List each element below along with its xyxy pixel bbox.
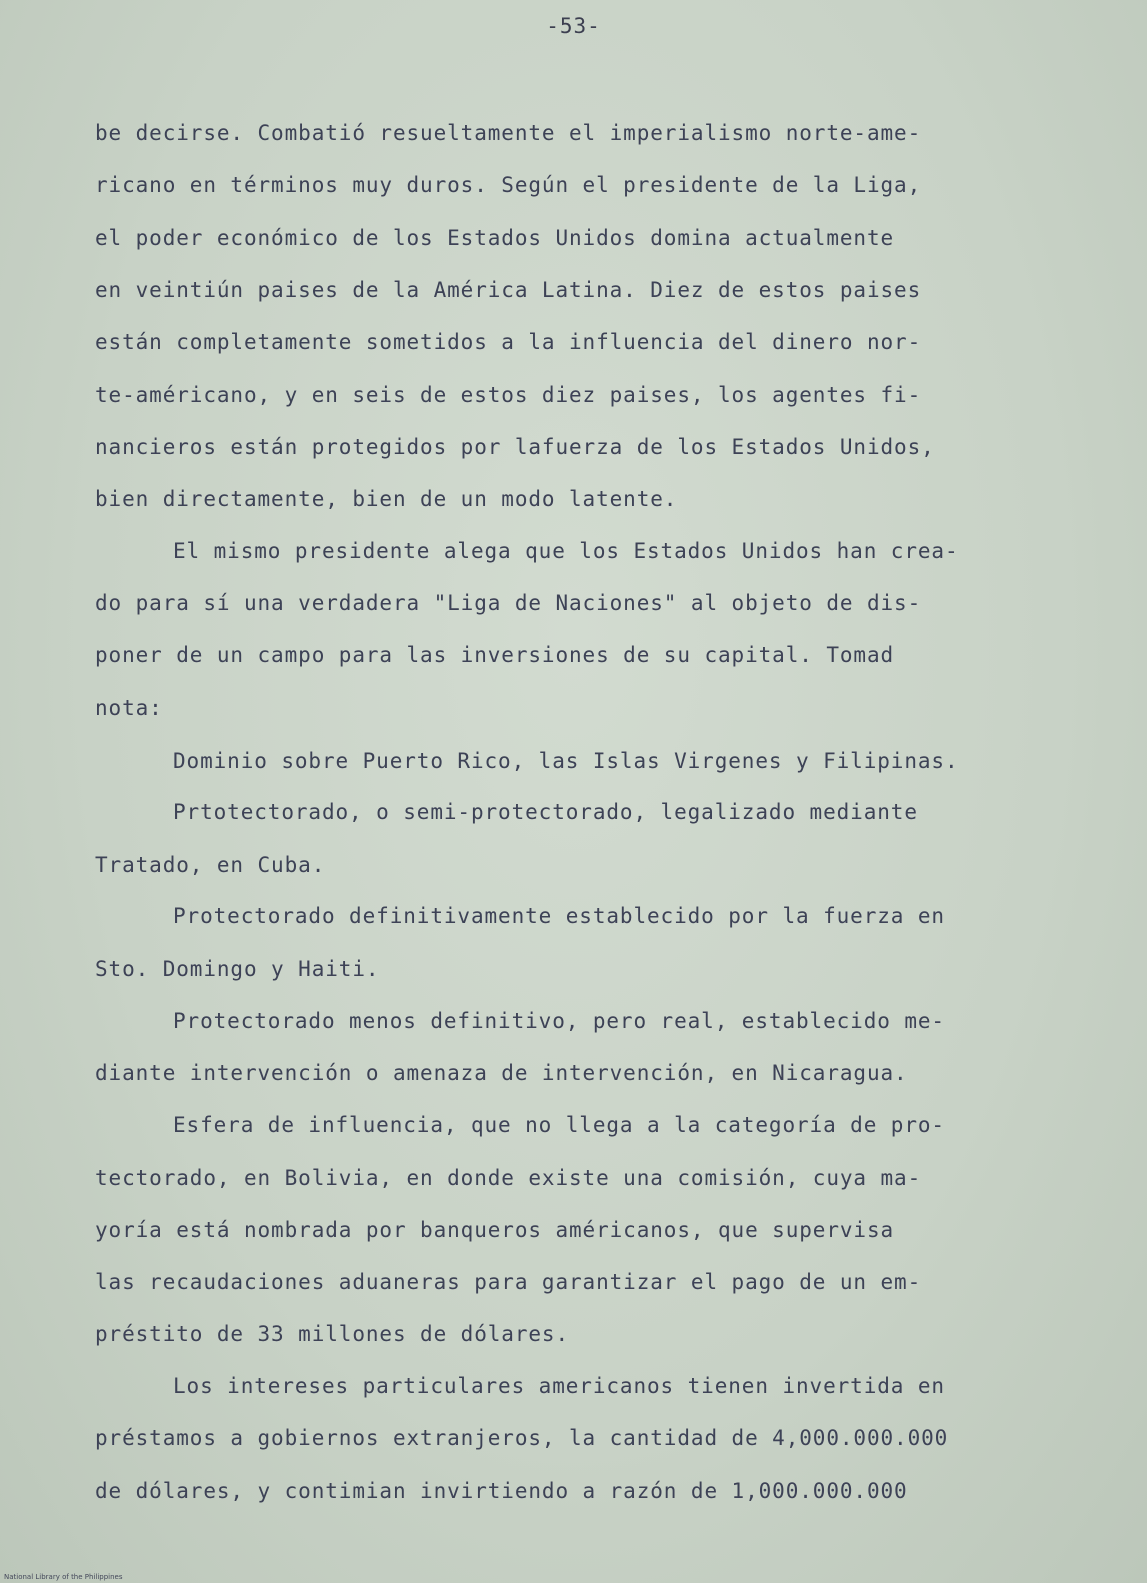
text-line: El mismo presidente alega que los Estados Unidos han crea-: [173, 539, 959, 563]
text-line: el poder económico de los Estados Unidos domina actualmente: [95, 226, 895, 250]
text-line: Protectorado menos definitivo, pero real, establecido me-: [173, 1009, 945, 1033]
text-line: tectorado, en Bolivia, en donde existe una comisión, cuya ma-: [95, 1166, 922, 1190]
text-line: yoría está nombrada por banqueros américanos, que supervisa: [95, 1218, 895, 1242]
text-line: las recaudaciones aduaneras para garantizar el pago de un em-: [95, 1270, 922, 1294]
text-line: bien directamente, bien de un modo latente.: [95, 487, 678, 511]
text-line: de dólares, y contimian invirtiendo a razón de 1,000.000.000: [95, 1479, 908, 1503]
text-line: Esfera de influencia, que no llega a la categoría de pro-: [173, 1113, 945, 1137]
text-line: en veintiún paises de la América Latina. Diez de estos paises: [95, 278, 922, 302]
text-line: nota:: [95, 696, 163, 720]
text-line: Prtotectorado, o semi-protectorado, legalizado mediante: [173, 800, 918, 824]
text-line: do para sí una verdadera "Liga de Naciones" al objeto de dis-: [95, 591, 922, 615]
text-line: Protectorado definitivamente establecido por la fuerza en: [173, 904, 945, 928]
text-line: poner de un campo para las inversiones de su capital. Tomad: [95, 643, 895, 667]
text-line: diante intervención o amenaza de intervención, en Nicaragua.: [95, 1061, 908, 1085]
text-line: Sto. Domingo y Haiti.: [95, 957, 380, 981]
text-line: te-américano, y en seis de estos diez paises, los agentes fi-: [95, 383, 922, 407]
page-number: -53-: [546, 14, 601, 38]
archive-credit: National Library of the Philippines: [4, 1573, 123, 1581]
text-line: préstamos a gobiernos extranjeros, la cantidad de 4,000.000.000: [95, 1426, 949, 1450]
text-line: Dominio sobre Puerto Rico, las Islas Virgenes y Filipinas.: [173, 749, 959, 773]
text-line: Tratado, en Cuba.: [95, 853, 326, 877]
text-line: ricano en términos muy duros. Según el presidente de la Liga,: [95, 173, 922, 197]
text-line: están completamente sometidos a la influencia del dinero nor-: [95, 330, 922, 354]
text-line: be decirse. Combatió resueltamente el imperialismo norte-ame-: [95, 121, 922, 145]
text-line: Los intereses particulares americanos tienen invertida en: [173, 1374, 945, 1398]
text-line: préstito de 33 millones de dólares.: [95, 1322, 570, 1346]
text-line: nancieros están protegidos por lafuerza de los Estados Unidos,: [95, 435, 935, 459]
